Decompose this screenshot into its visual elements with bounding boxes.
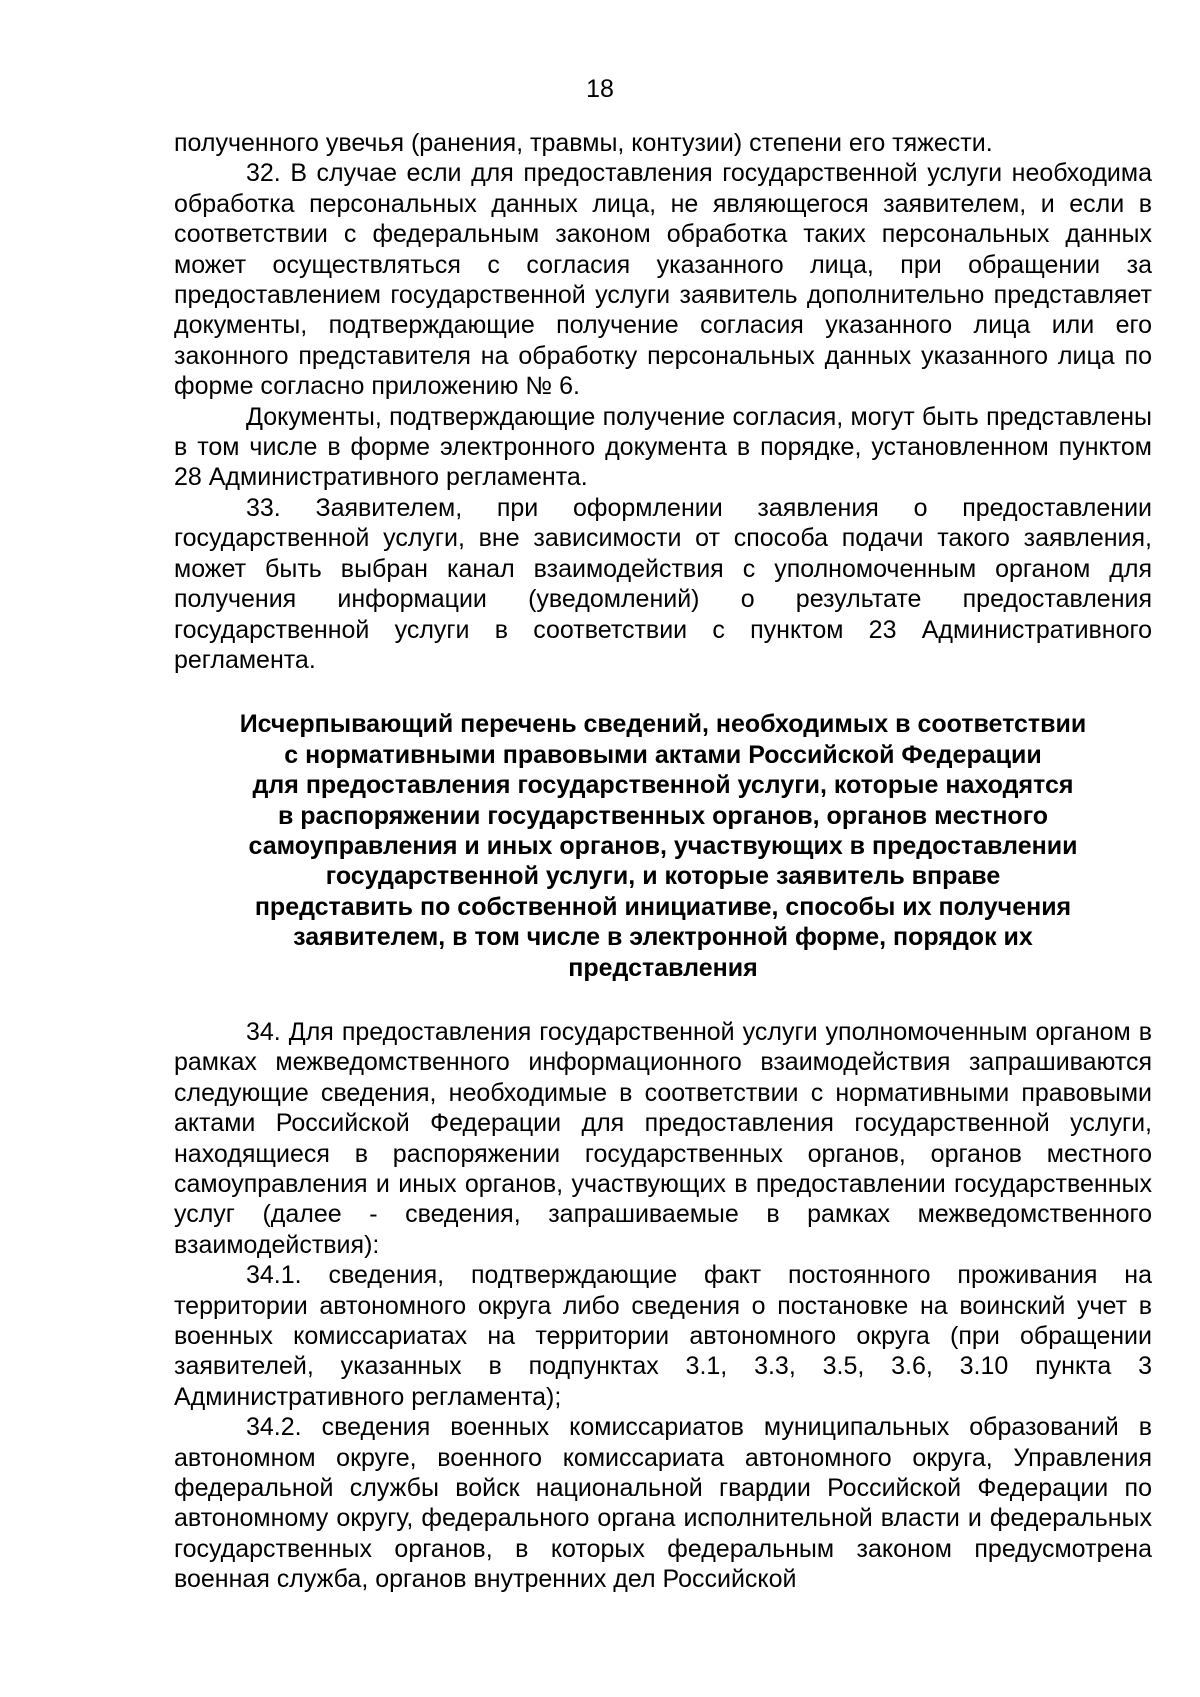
heading-line: представить по собственной инициативе, способы их получения: [254, 892, 1072, 921]
heading-line: для предоставления государственной услуги, которые находятся: [252, 771, 1074, 800]
document-body: [174, 128, 1152, 1595]
section-heading: [174, 709, 1152, 983]
heading-line: государственной услуги, и которые заявитель вправе: [325, 862, 1001, 891]
paragraph-continuation: полученного увечья (ранения, травмы, контузии) степени его тяжести.: [174, 129, 993, 157]
paragraph-consent-documents: Документы, подтверждающие получение согласия, могут быть представлены в том числе в форме электронного документа в порядке, установленном пунктом 28 Административного регламента.: [174, 402, 1152, 492]
paragraph-32: 32. В случае если для предоставления государственной услуги необходима обработка персональных данных лица, не являющегося заявителем, и если в соответствии с федеральным законом обработка таких персональных данных может осуществляться с согласия указанного лица, при обращении за предоставлением государственной услуги заявитель дополнительно представляет документы, подтверждающие получение согласия указанного лица или его законного представителя на обработку персональных данных указанного лица по форме согласно приложению № 6.: [174, 159, 1152, 401]
paragraph-33: 33. Заявителем, при оформлении заявления о предоставлении государственной услуги, вне зависимости от способа подачи такого заявления, может быть выбран канал взаимодействия с уполномоченным органом для получения информации (уведомлений) о результате предоставления государственной услуги в соответствии с пунктом 23 Административного регламента.: [174, 493, 1152, 674]
heading-line: представления: [568, 953, 758, 982]
heading-line: самоуправления и иных органов, участвующих в предоставлении: [248, 831, 1078, 860]
paragraph-34: 34. Для предоставления государственной услуги уполномоченным органом в рамках межведомственного информационного взаимодействия запрашиваются следующие сведения, необходимые в соответствии с нормативными правовыми актами Российской Федерации для предоставления государственной услуги, находящиеся в распоряжении государственных органов, органов местного самоуправления и иных органов, участвующих в предоставлении государственных услуг (далее - сведения, запрашиваемые в рамках межведомственного взаимодействия):: [174, 1017, 1152, 1259]
paragraph-34-1: 34.1. сведения, подтверждающие факт постоянного проживания на территории автономного округа либо сведения о постановке на воинский учет в военных комиссариатах на территории автономного округа (при обращении заявителей, указанных в подпунктах 3.1, 3.3, 3.5, 3.6, 3.10 пункта 3 Административного регламента);: [174, 1261, 1152, 1411]
heading-line: заявителем, в том числе в электронной форме, порядок их: [293, 923, 1033, 952]
page-number: 18: [586, 75, 614, 103]
heading-line: в распоряжении государственных органов, органов местного: [277, 801, 1049, 830]
heading-line: с нормативными правовыми актами Российской Федерации: [284, 740, 1042, 769]
heading-line: Исчерпывающий перечень сведений, необходимых в соответствии: [239, 710, 1087, 739]
paragraph-34-2: 34.2. сведения военных комиссариатов муниципальных образований в автономном округе, военного комиссариата автономного округа, Управления федеральной службы войск национальной гвардии Российской Федерации по автономному округу, федерального органа исполнительной власти и федеральных государственных органов, в которых федеральным законом предусмотрена военная служба, органов внутренних дел Российской: [174, 1413, 1152, 1594]
